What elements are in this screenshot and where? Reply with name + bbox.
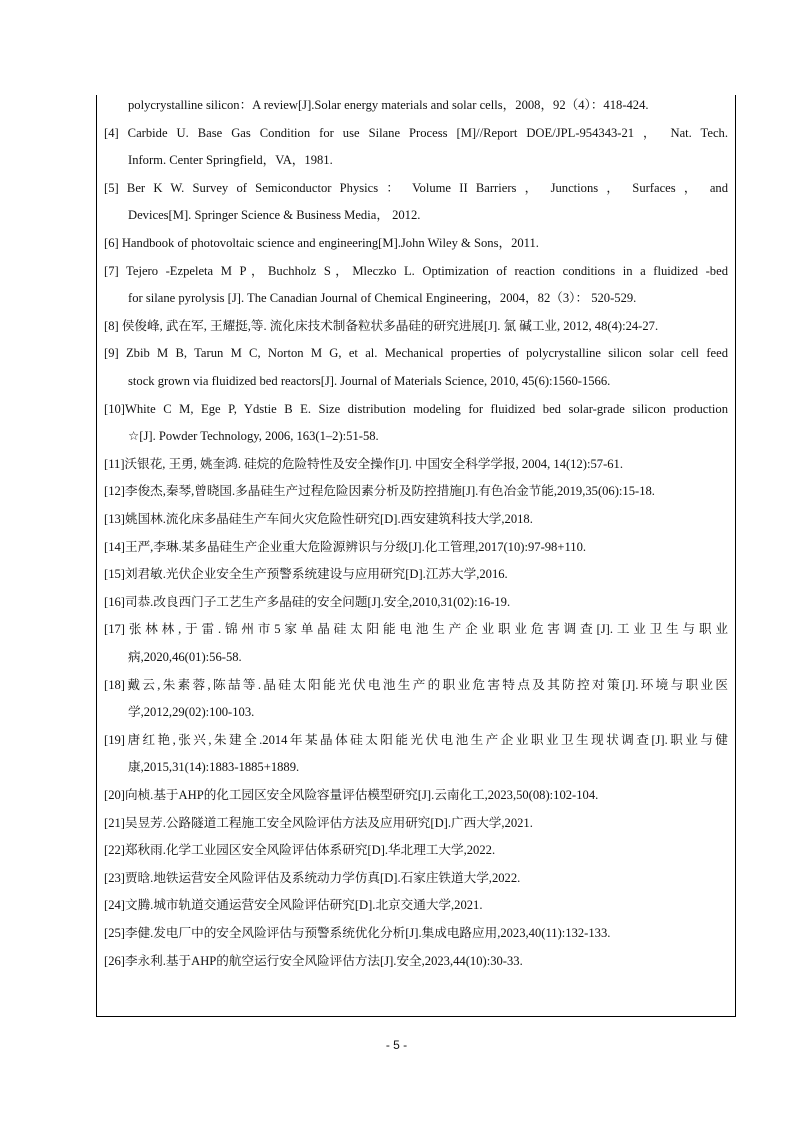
- reference-line: [25]李健.发电厂中的安全风险评估与预警系统优化分析[J].集成电路应用,2023,40(11):132-133.: [104, 926, 611, 940]
- reference-entry: [104, 230, 728, 258]
- reference-line: 病,2020,46(01):56-58.: [128, 649, 242, 664]
- reference-line: [15]刘君敏.光伏企业安全生产预警系统建设与应用研究[D].江苏大学,2016.: [104, 567, 508, 582]
- reference-line: 康,2015,31(14):1883-1885+1889.: [128, 760, 300, 775]
- reference-entry: [104, 396, 728, 451]
- reference-line: 学,2012,29(02):100-103.: [128, 705, 255, 720]
- reference-line: [12]李俊杰,秦琴,曾晓国.多晶硅生产过程危险因素分析及防控措施[J].有色冶金节能,2019,35(06):15-18.: [104, 484, 655, 499]
- reference-line: stock grown via fluidized bed reactors[J]. Journal of Materials Science, 2010, 45(6):1560-1566.: [128, 373, 611, 388]
- reference-line: [9] Zbib M B, Tarun M C, Norton M G, et al. Mechanical properties of polycrystalline silicon solar cell feed: [104, 346, 728, 361]
- reference-line: ☆[J]. Powder Technology, 2006, 163(1–2):51-58.: [128, 429, 379, 444]
- reference-line: [23]贾晗.地铁运营安全风险评估及系统动力学仿真[D].石家庄铁道大学,2022.: [104, 870, 521, 885]
- reference-line: [20]向桢.基于AHP的化工园区安全风险容量评估模型研究[J].云南化工,2023,50(08):102-104.: [104, 788, 599, 802]
- reference-entry: [104, 672, 728, 727]
- reference-entry: [104, 120, 728, 175]
- reference-line: Inform. Center Springfield，VA，1981.: [128, 153, 333, 168]
- reference-line: [21]吴昱芳.公路隧道工程施工安全风险评估方法及应用研究[D].广西大学,2021.: [104, 815, 533, 830]
- reference-entry: [104, 616, 728, 671]
- reference-entry: [104, 948, 728, 976]
- reference-entry: [104, 727, 728, 782]
- reference-line: [19]唐红艳,张兴,朱建全.2014年某晶体硅太阳能光伏电池生产企业职业卫生现状调查[J].职业与健: [104, 732, 728, 747]
- reference-line: Devices[M]. Springer Science & Business Media， 2012.: [128, 208, 421, 223]
- reference-entry: [104, 810, 728, 838]
- page-number: - 5 -: [385, 1038, 408, 1052]
- reference-entry: [104, 837, 728, 865]
- reference-entry: [104, 892, 728, 920]
- reference-line: [26]李永利.基于AHP的航空运行安全风险评估方法[J].安全,2023,44(10):30-33.: [104, 953, 523, 968]
- reference-entry: [104, 865, 728, 893]
- reference-entry: [104, 782, 728, 810]
- reference-line: [16]司恭.改良西门子工艺生产多晶硅的安全问题[J].安全,2010,31(02):16-19.: [104, 594, 511, 609]
- reference-entry: [104, 534, 728, 562]
- reference-entry: [104, 258, 728, 313]
- reference-line: [10]White C M, Ege P, Ydstie B E. Size distribution modeling for fluidized bed solar-grade silicon production: [104, 401, 728, 416]
- reference-entry: [104, 506, 728, 534]
- reference-entry: [104, 175, 728, 230]
- reference-line: [6] Handbook of photovoltaic science and engineering[M].John Wiley & Sons，2011.: [104, 236, 539, 250]
- reference-line: [14]王严,李琳.某多晶硅生产企业重大危险源辨识与分级[J].化工管理,2017(10):97-98+110.: [104, 539, 587, 554]
- reference-line: [22]郑秋雨.化学工业园区安全风险评估体系研究[D].华北理工大学,2022.: [104, 843, 496, 858]
- reference-entry: [104, 478, 728, 506]
- reference-entry: [104, 920, 728, 948]
- reference-entry: [104, 340, 728, 395]
- reference-line: for silane pyrolysis [J]. The Canadian Journal of Chemical Engineering，2004，82（3）： 520-529.: [128, 291, 637, 306]
- reference-entry: [104, 589, 728, 617]
- reference-line: [17]张林林,于雷.锦州市5家单晶硅太阳能电池生产企业职业危害调查[J].工业卫生与职业: [104, 622, 728, 637]
- reference-entry: [104, 313, 728, 341]
- reference-line: polycrystalline silicon：A review[J].Solar energy materials and solar cells，2008，92（4）：418-424.: [128, 98, 649, 112]
- reference-entry: [104, 561, 728, 589]
- reference-line: [7] Tejero -Ezpeleta M P，Buchholz S，Mleczko L. Optimization of reaction conditions in a fluidized -bed: [104, 263, 728, 278]
- reference-line: [18]戴云,朱素蓉,陈喆等.晶硅太阳能光伏电池生产的职业危害特点及其防控对策[J].环境与职业医: [104, 677, 728, 692]
- reference-entry: [104, 92, 728, 120]
- reference-line: [8] 侯俊峰, 武在军, 王耀挺,等. 流化床技术制备粒状多晶硅的研究进展[J]. 氯 碱工业, 2012, 48(4):24-27.: [104, 318, 659, 333]
- reference-entry: [104, 451, 728, 479]
- reference-line: [11]沃银花, 王勇, 姚奎鸿. 硅烷的危险特性及安全操作[J]. 中国安全科学学报, 2004, 14(12):57-61.: [104, 456, 624, 471]
- reference-line: [5] Ber K W. Survey of Semiconductor Physics ： Volume II Barriers ， Junctions ， Surfaces ， and: [104, 180, 728, 195]
- reference-line: [13]姚国林.流化床多晶硅生产车间火灾危险性研究[D].西安建筑科技大学,2018.: [104, 512, 533, 526]
- reference-line: [24]文腾.城市轨道交通运营安全风险评估研究[D].北京交通大学,2021.: [104, 898, 483, 913]
- reference-line: [4] Carbide U. Base Gas Condition for use Silane Process [M]//Report DOE/JPL-954343-21 ， Nat. Tech.: [104, 125, 728, 140]
